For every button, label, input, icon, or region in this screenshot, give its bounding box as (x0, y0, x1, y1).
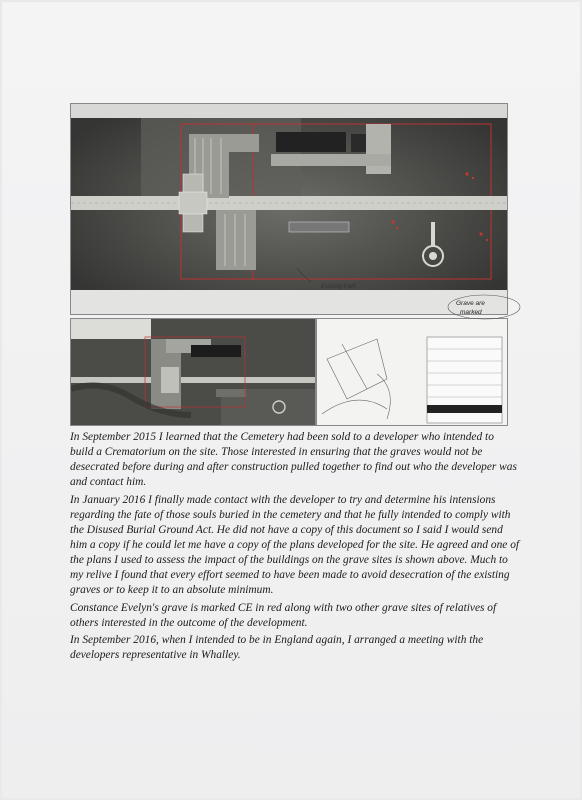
site-plan-overview (70, 318, 316, 426)
graves-note-text-1: Grave are (456, 300, 485, 307)
location-plan-drawing (317, 319, 507, 425)
paragraph-sale: In September 2015 I learned that the Cemetery had been sold to a developer who intended to build a Crematorium on the site. Those interested in ensuring that the graves would not be desecrated before during and after construction pulled together to find out who the developer was and contact him. (70, 431, 517, 488)
site-plan-main (70, 103, 508, 315)
paragraph-contact: In January 2016 I finally made contact with the developer to try and determine his intensions regarding the fate of those souls buried in the cemetery and that he fully intended to comply with the Disused Burial Ground Act. He did not have a copy of this document so I said I would send him a copy if he could let me have a copy of the plans developed for the site. He agreed and one of the plans I used to assess the impact of the buildings on the grave sites is shown above. Much to my relive I found that every effort seemed to have been made to avoid desecration of the existing graves or to keep it to an absolute minimum. (70, 494, 520, 596)
location-plan (316, 318, 508, 426)
paragraph-meeting: In September 2016, when I intended to be in England again, I arranged a meeting with the developers representative in Whalley. (70, 634, 484, 661)
path-annotation: Existing Path (321, 284, 357, 290)
overview-drawing (71, 319, 315, 425)
site-plan-drawing (71, 104, 507, 314)
graves-note (446, 292, 526, 322)
paragraph-grave: Constance Evelyn's grave is marked CE in red along with two other grave sites of relatives of others interested in the outcome of the development. (70, 602, 497, 629)
graves-note-text-2: marked (460, 309, 482, 316)
